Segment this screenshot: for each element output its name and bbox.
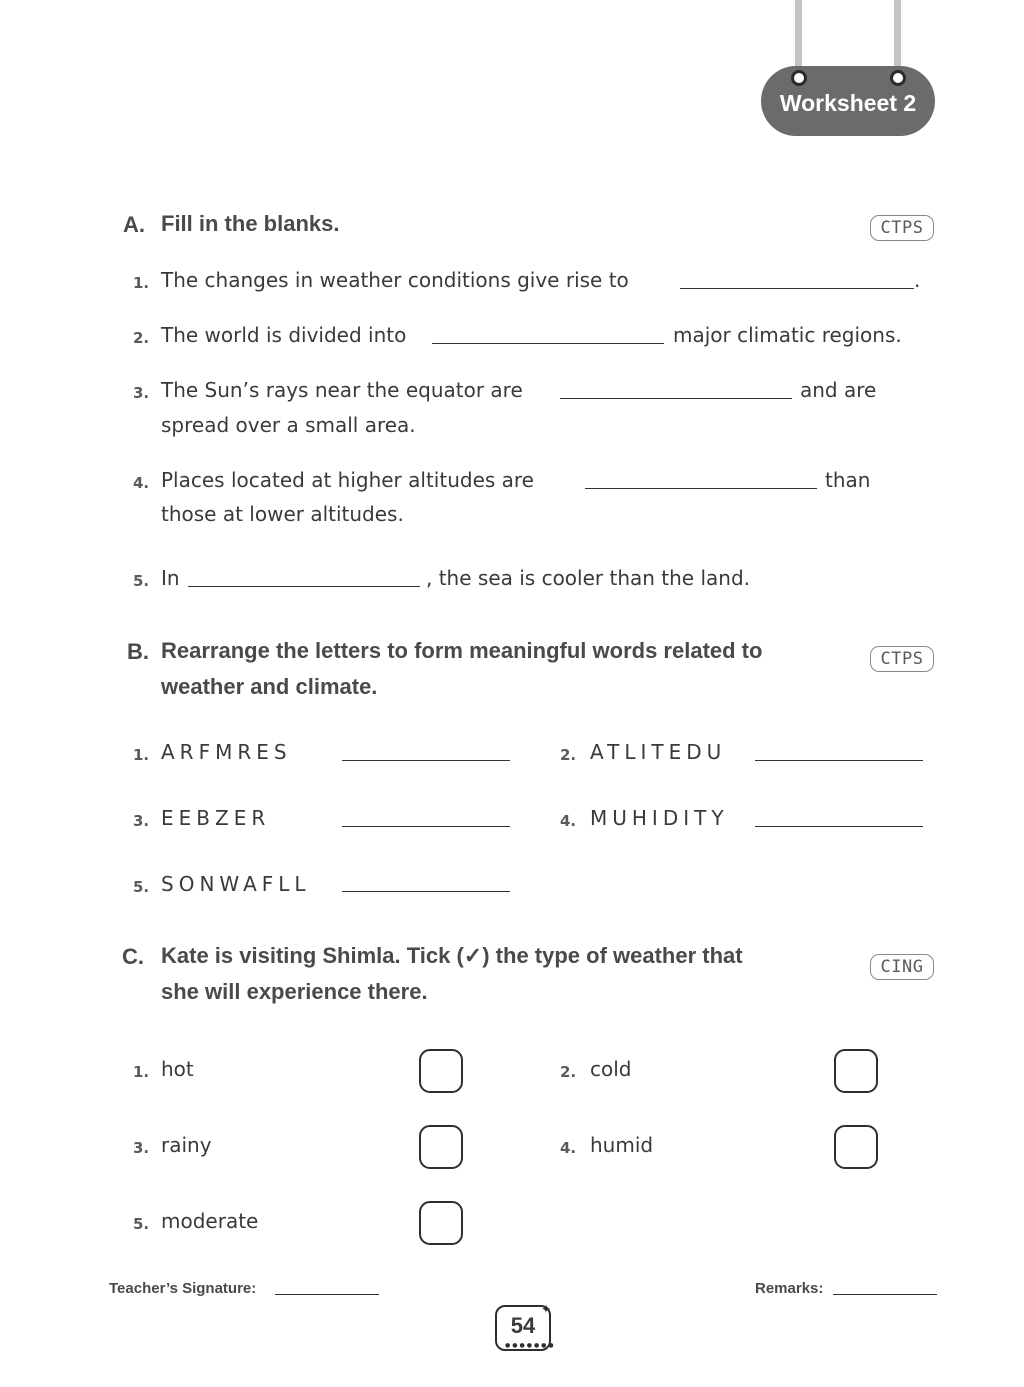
a-item-2-text: The world is divided into xyxy=(161,323,407,347)
b-item-2-number: 2. xyxy=(560,746,577,764)
c-item-2-number: 2. xyxy=(560,1063,577,1081)
c-item-1-label: hot xyxy=(161,1057,194,1081)
section-b-title-line2: weather and climate. xyxy=(161,674,378,699)
a-item-5-end: , the sea is cooler than the land. xyxy=(426,566,751,590)
a-item-4-end: than xyxy=(825,468,871,492)
section-c-title-line1: Kate is visiting Shimla. Tick (✓) the type of weather that xyxy=(161,943,743,968)
c-item-3-label: rainy xyxy=(161,1133,212,1157)
b-item-4-word: MUHIDITY xyxy=(590,806,729,830)
a-item-2-end: major climatic regions. xyxy=(673,323,902,347)
c-item-1-checkbox[interactable] xyxy=(419,1049,463,1093)
a-item-4-line2: those at lower altitudes. xyxy=(161,502,404,526)
b-item-1-number: 1. xyxy=(133,746,150,764)
a-item-1-blank[interactable] xyxy=(680,288,914,289)
a-item-2-blank[interactable] xyxy=(432,343,664,344)
section-c-badge: CING xyxy=(870,954,934,980)
c-item-3-number: 3. xyxy=(133,1139,150,1157)
tag-ring-left xyxy=(791,70,807,86)
a-item-3-line2: spread over a small area. xyxy=(161,413,416,437)
b-item-1-blank[interactable] xyxy=(342,760,510,761)
section-b-letter: B. xyxy=(127,639,149,664)
page-badge-star-icon: ✦ xyxy=(541,1302,552,1316)
a-item-3-text: The Sun’s rays near the equator are xyxy=(161,378,523,402)
a-item-5-text: In xyxy=(161,566,180,590)
c-item-2-checkbox[interactable] xyxy=(834,1049,878,1093)
a-item-3-end: and are xyxy=(800,378,877,402)
c-item-5-label: moderate xyxy=(161,1209,259,1233)
c-item-1-number: 1. xyxy=(133,1063,150,1081)
b-item-3-number: 3. xyxy=(133,812,150,830)
b-item-5-number: 5. xyxy=(133,878,150,896)
c-item-5-checkbox[interactable] xyxy=(419,1201,463,1245)
section-b-badge: CTPS xyxy=(870,646,934,672)
section-a-badge: CTPS xyxy=(870,215,934,241)
c-item-4-label: humid xyxy=(590,1133,654,1157)
b-item-1-word: ARFMRES xyxy=(161,740,292,764)
a-item-2-number: 2. xyxy=(133,329,150,347)
a-item-5-blank[interactable] xyxy=(188,586,420,587)
worksheet-tag: Worksheet 2 xyxy=(761,66,935,136)
b-item-4-blank[interactable] xyxy=(755,826,923,827)
remarks-label: Remarks: xyxy=(755,1280,824,1297)
section-c-letter: C. xyxy=(122,944,144,969)
b-item-5-word: SONWAFLL xyxy=(161,872,311,896)
c-item-5-number: 5. xyxy=(133,1215,150,1233)
c-item-2-label: cold xyxy=(590,1057,632,1081)
a-item-1-number: 1. xyxy=(133,274,150,292)
section-a-title: Fill in the blanks. xyxy=(161,211,340,236)
a-item-3-number: 3. xyxy=(133,384,150,402)
a-item-4-text: Places located at higher altitudes are xyxy=(161,468,534,492)
c-item-3-checkbox[interactable] xyxy=(419,1125,463,1169)
c-item-4-checkbox[interactable] xyxy=(834,1125,878,1169)
b-item-2-blank[interactable] xyxy=(755,760,923,761)
a-item-3-blank[interactable] xyxy=(560,398,792,399)
section-a-letter: A. xyxy=(123,212,145,237)
c-item-4-number: 4. xyxy=(560,1139,577,1157)
page-badge-dots-icon: ●●●●●●● xyxy=(505,1342,556,1349)
section-b-title-line1: Rearrange the letters to form meaningful words related to xyxy=(161,638,763,663)
a-item-5-number: 5. xyxy=(133,572,150,590)
a-item-1-end: . xyxy=(914,268,921,292)
remarks-line[interactable] xyxy=(833,1294,937,1295)
b-item-3-blank[interactable] xyxy=(342,826,510,827)
b-item-4-number: 4. xyxy=(560,812,577,830)
b-item-5-blank[interactable] xyxy=(342,891,510,892)
tag-ring-right xyxy=(890,70,906,86)
a-item-1-text: The changes in weather conditions give rise to xyxy=(161,268,629,292)
teacher-signature-label: Teacher’s Signature: xyxy=(109,1280,257,1297)
a-item-4-number: 4. xyxy=(133,474,150,492)
b-item-2-word: ATLITEDU xyxy=(590,740,727,764)
teacher-signature-line[interactable] xyxy=(275,1294,379,1295)
page-number-badge: 54 xyxy=(495,1305,551,1351)
a-item-4-blank[interactable] xyxy=(585,488,817,489)
b-item-3-word: EEBZER xyxy=(161,806,271,830)
section-c-title-line2: she will experience there. xyxy=(161,979,428,1004)
